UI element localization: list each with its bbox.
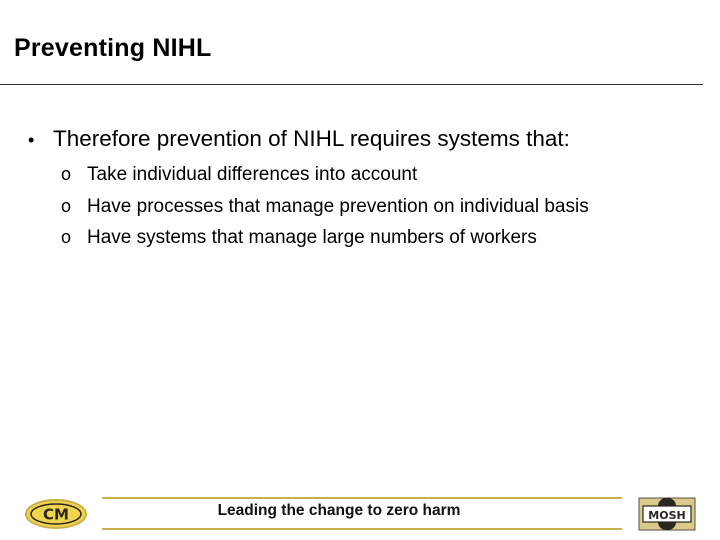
sub-bullet-list xyxy=(61,159,708,254)
sub-bullet-text: Take individual differences into account xyxy=(87,164,418,185)
mosh-logo-icon xyxy=(638,496,696,532)
footer-rule-top xyxy=(102,497,622,499)
main-bullet xyxy=(28,124,708,155)
footer-rule-bottom xyxy=(102,528,622,530)
mosh-logo-text: MOSH xyxy=(648,509,686,522)
footer-tagline: Leading the change to zero harm xyxy=(217,502,461,519)
sub-bullet-item xyxy=(61,191,708,223)
title-divider xyxy=(0,84,703,85)
bullet-list xyxy=(28,124,708,254)
sub-bullet-marker: o xyxy=(61,164,72,184)
sub-bullet-text: Have systems that manage large numbers of workers xyxy=(87,227,537,248)
main-bullet-text: Therefore prevention of NIHL requires systems that: xyxy=(53,126,570,151)
slide-title: Preventing NIHL xyxy=(14,34,212,62)
sub-bullet-marker: o xyxy=(61,227,72,247)
sub-bullet-item xyxy=(61,159,708,191)
sub-bullet-item xyxy=(61,222,708,254)
cm-logo-icon xyxy=(24,498,88,530)
bullet-marker: • xyxy=(28,130,35,150)
cm-logo-text: CM xyxy=(43,505,69,524)
sub-bullet-text: Have processes that manage prevention on individual basis xyxy=(87,195,589,217)
sub-bullet-marker: o xyxy=(61,195,72,216)
